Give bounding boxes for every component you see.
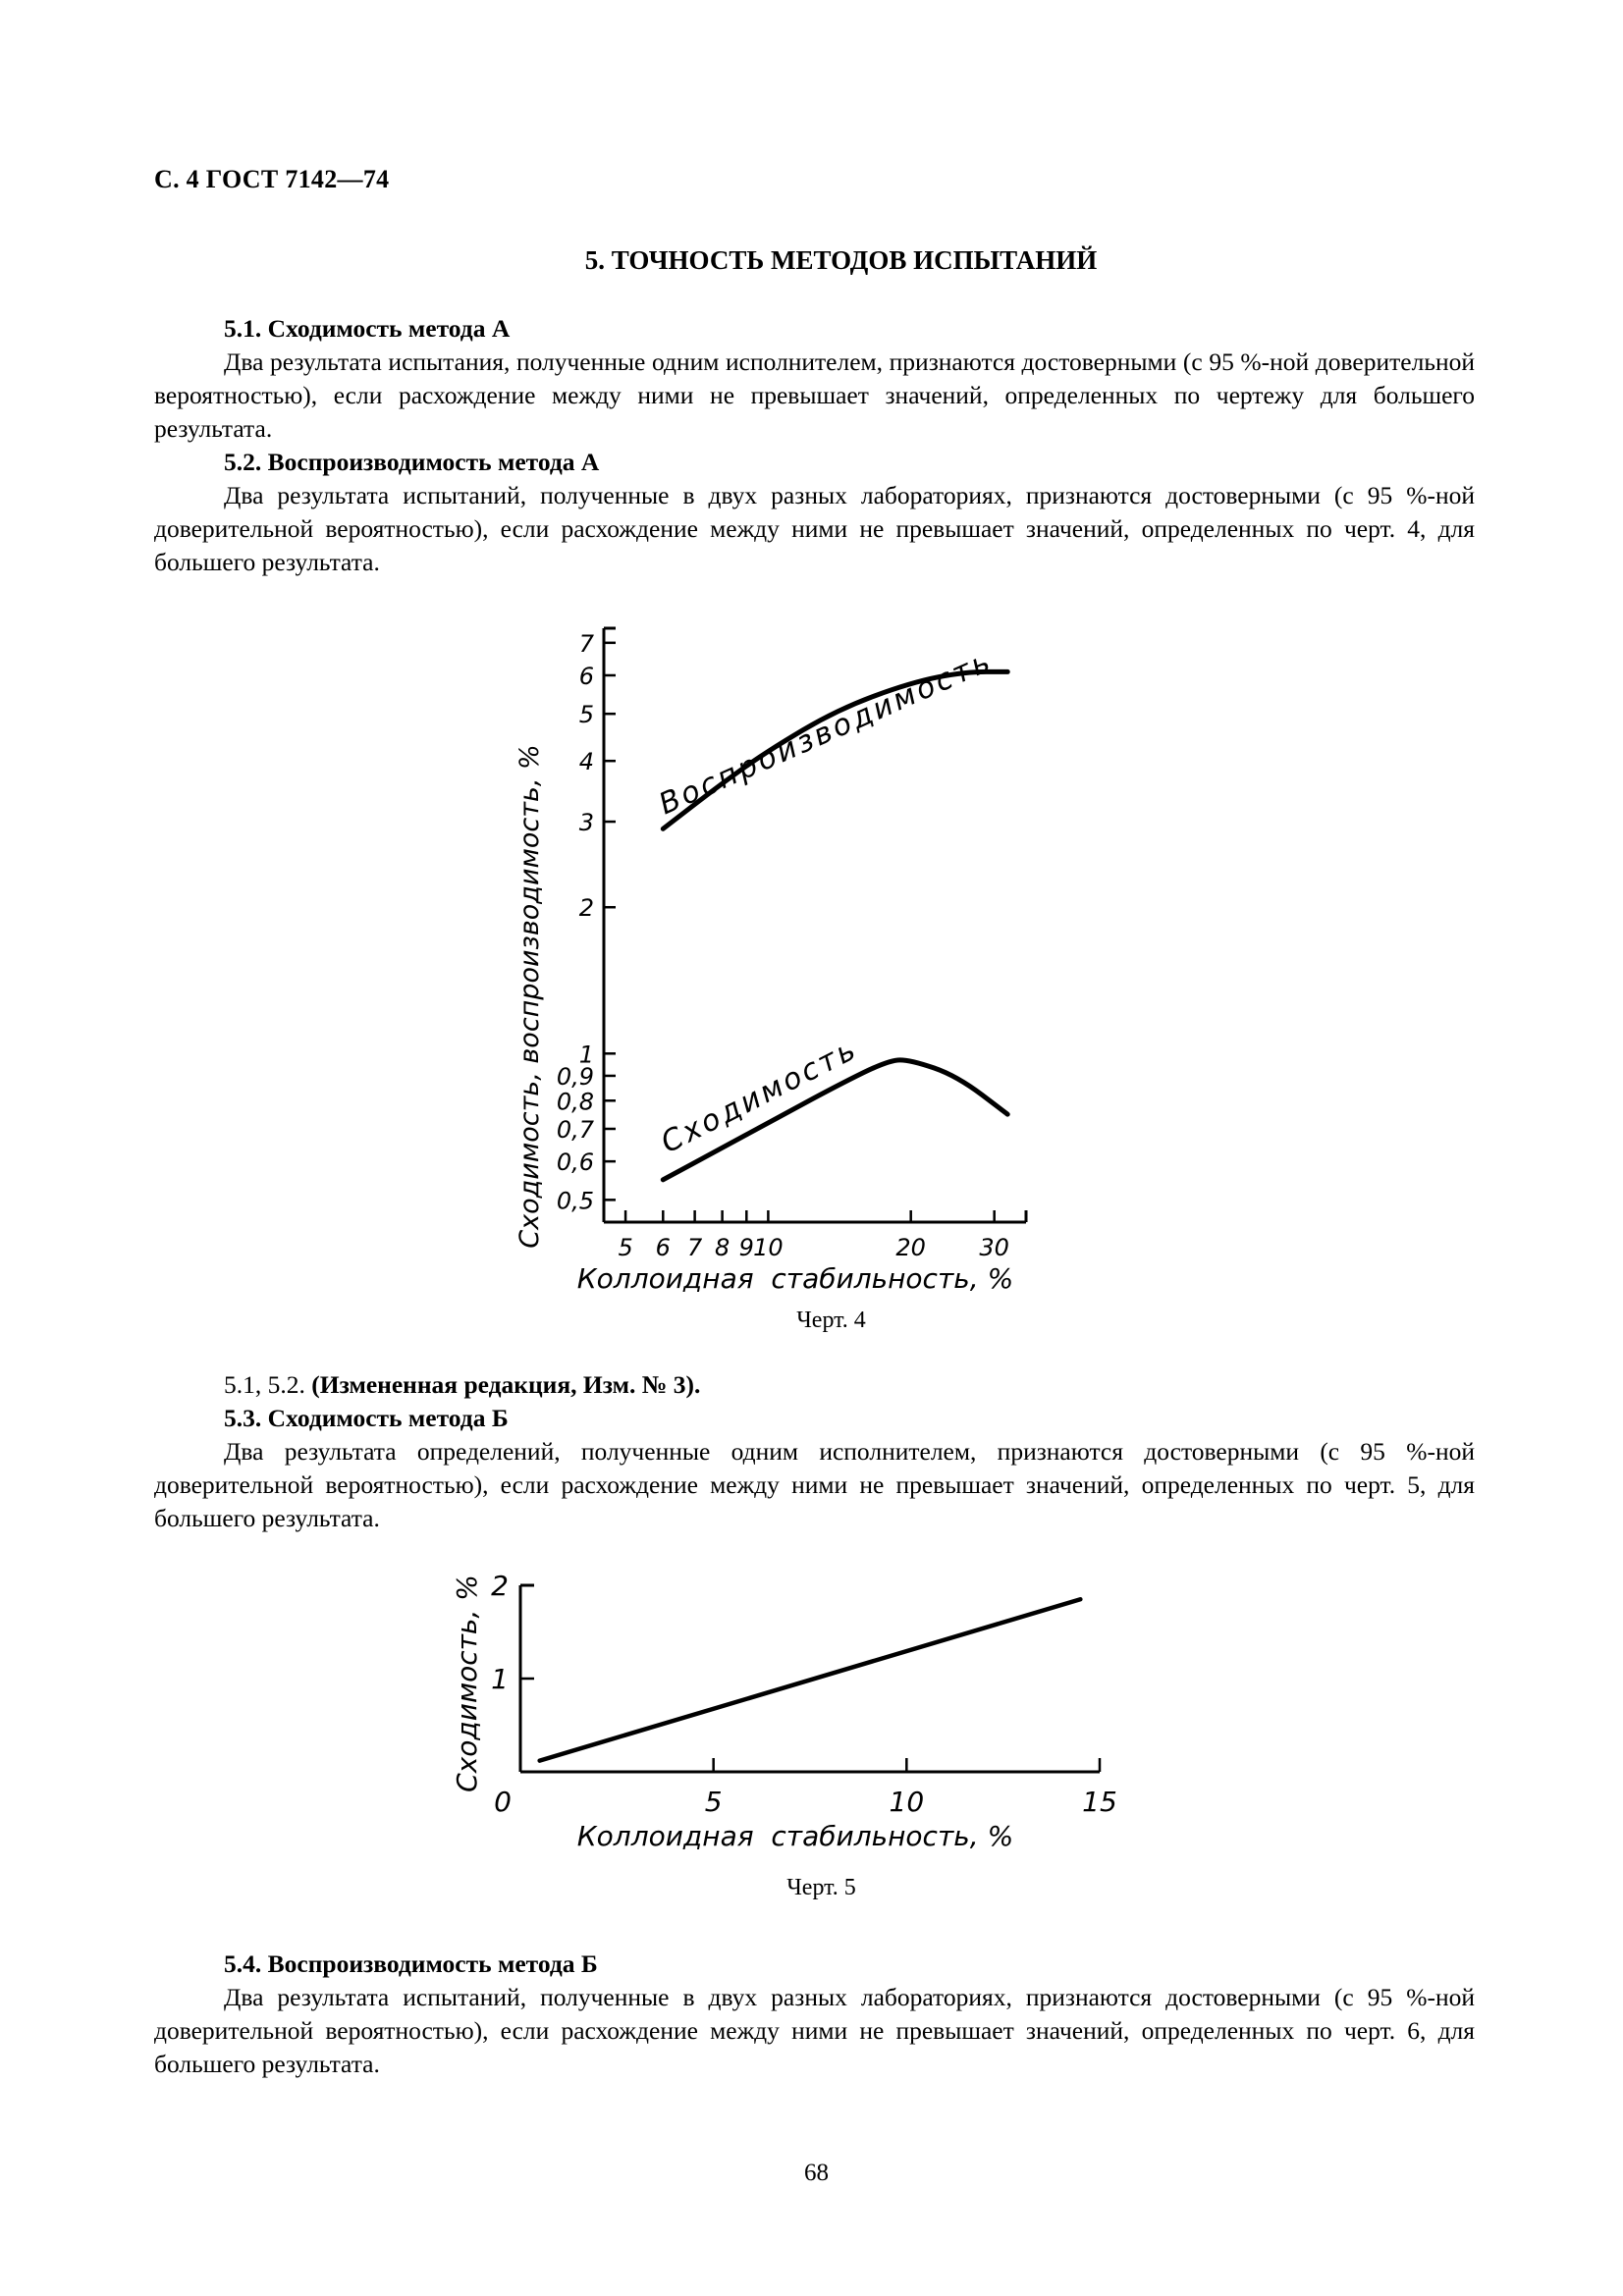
amendment-note bbox=[154, 1368, 1475, 1402]
figure-5-series-line-0 bbox=[540, 1599, 1081, 1760]
figure-5-y-tick-label-1: 2 bbox=[491, 1570, 509, 1602]
figure-5-x-tick-label-2: 10 bbox=[889, 1786, 925, 1818]
section-5-3-heading: 5.3. Сходимость метода Б bbox=[224, 1404, 509, 1432]
figure-5-ticks bbox=[491, 1570, 1117, 1818]
figure-5-chart bbox=[442, 1546, 1149, 1860]
section-5-1-heading: 5.1. Сходимость метода А bbox=[224, 314, 511, 343]
figure-5-x-tick-label-0: 0 bbox=[494, 1786, 512, 1818]
section-5-2 bbox=[154, 446, 1475, 579]
series-label-reproducibility-text: Воспроизводимость bbox=[654, 643, 999, 823]
section-5-3 bbox=[154, 1402, 1475, 1535]
figure-4-y-tick-label-6: 2 bbox=[578, 894, 594, 923]
figure-4-x-axis-label: Коллоидная стабильность, % bbox=[576, 1262, 1014, 1295]
section-title: 5. ТОЧНОСТЬ МЕТОДОВ ИСПЫТАНИЙ bbox=[584, 245, 1098, 275]
figure-4-x-tick-label-5: 10 bbox=[753, 1234, 784, 1261]
figure-4-y-tick-label-2: 0,7 bbox=[556, 1115, 594, 1144]
figure-4-series-line-0 bbox=[663, 671, 1007, 828]
section-5-4 bbox=[154, 1948, 1475, 2081]
figure-4-y-tick-label-7: 3 bbox=[578, 809, 594, 837]
series-label-convergence bbox=[656, 1032, 864, 1160]
amendment-note-bold: (Измененная редакция, Изм. № 3). bbox=[311, 1370, 701, 1399]
figure-5-x-tick-label-1: 5 bbox=[704, 1786, 723, 1818]
figure-4-y-tick-label-3: 0,8 bbox=[556, 1088, 594, 1116]
figure-4-y-axis-label: Сходимость, воспроизводимость, % bbox=[514, 744, 545, 1249]
figure-4-x-tick-label-7: 30 bbox=[979, 1234, 1009, 1261]
figure-4-x-tick-label-1: 6 bbox=[655, 1234, 671, 1261]
series-label-convergence-text: Сходимость bbox=[655, 1032, 864, 1161]
figure-4-x-tick-label-2: 7 bbox=[686, 1234, 703, 1261]
figure-4-y-tick-label-4: 0,9 bbox=[556, 1062, 594, 1091]
section-5-4-text: Два результата испытаний, полученные в двух разных лабораториях, признаются достоверными (с 95 %-ной доверительной вероятностью), если расхождение между ними не превышает значений, определенных по черт. 6, для большего результата. bbox=[154, 1983, 1475, 2078]
section-5-3-text: Два результата определений, полученные одним исполнителем, признаются достоверными (с 95 %-ной доверительной вероятностью), если расхождение между ними не превышает значений, определенных по черт. 5, для большего результата. bbox=[154, 1437, 1475, 1532]
page-number: 68 bbox=[804, 2160, 829, 2186]
figure-4-caption: Черт. 4 bbox=[796, 1308, 866, 1333]
section-5-2-heading: 5.2. Воспроизводимость метода А bbox=[224, 448, 600, 476]
series-label-reproducibility bbox=[654, 644, 998, 823]
figure-5-x-tick-label-3: 15 bbox=[1082, 1786, 1117, 1818]
figure-5-y-tick-label-0: 1 bbox=[491, 1663, 509, 1695]
figure-5-caption: Черт. 5 bbox=[786, 1875, 856, 1900]
figure-5-y-axis-label: Сходимость, % bbox=[451, 1575, 483, 1792]
figure-4-ticks bbox=[557, 630, 1009, 1261]
figure-4-y-tick-label-5: 1 bbox=[578, 1041, 594, 1069]
figure-5-series bbox=[540, 1599, 1081, 1760]
section-5-1-text: Два результата испытания, полученные одним исполнителем, признаются достоверными (с 95 %-ной доверительной вероятностью), если расхождение между ними не превышает значений, определенных по чертежу для большего результата. bbox=[154, 347, 1475, 443]
figure-5 bbox=[442, 1546, 1149, 1860]
section-5-4-heading: 5.4. Воспроизводимость метода Б bbox=[224, 1949, 598, 1978]
figure-4-y-tick-label-11: 7 bbox=[578, 629, 594, 658]
figure-4-x-tick-label-0: 5 bbox=[618, 1234, 633, 1261]
figure-5-x-axis-label: Коллоидная стабильность, % bbox=[576, 1820, 1014, 1852]
amendment-note-line bbox=[154, 1368, 1475, 1402]
figure-4-x-tick-label-6: 20 bbox=[895, 1234, 926, 1261]
running-head: С. 4 ГОСТ 7142—74 bbox=[154, 165, 390, 193]
figure-4-y-tick-label-10: 6 bbox=[578, 662, 594, 690]
figure-4-y-tick-label-9: 5 bbox=[578, 701, 594, 729]
figure-4-y-tick-label-0: 0,5 bbox=[556, 1187, 594, 1215]
figure-4-y-tick-label-8: 4 bbox=[578, 748, 594, 776]
section-5-1 bbox=[154, 312, 1475, 446]
section-5-2-text: Два результата испытаний, полученные в двух разных лабораториях, признаются достоверными (с 95 %-ной доверительной вероятностью), если расхождение между ними не превышает значений, определенных по черт. 4, для большего результата. bbox=[154, 481, 1475, 576]
figure-4 bbox=[511, 609, 1060, 1306]
amendment-note-ref: 5.1, 5.2. bbox=[224, 1370, 312, 1399]
figure-4-x-tick-label-4: 9 bbox=[738, 1234, 754, 1261]
figure-4-chart bbox=[511, 609, 1060, 1306]
figure-4-y-tick-label-1: 0,6 bbox=[556, 1148, 594, 1177]
figure-4-x-tick-label-3: 8 bbox=[714, 1234, 730, 1261]
